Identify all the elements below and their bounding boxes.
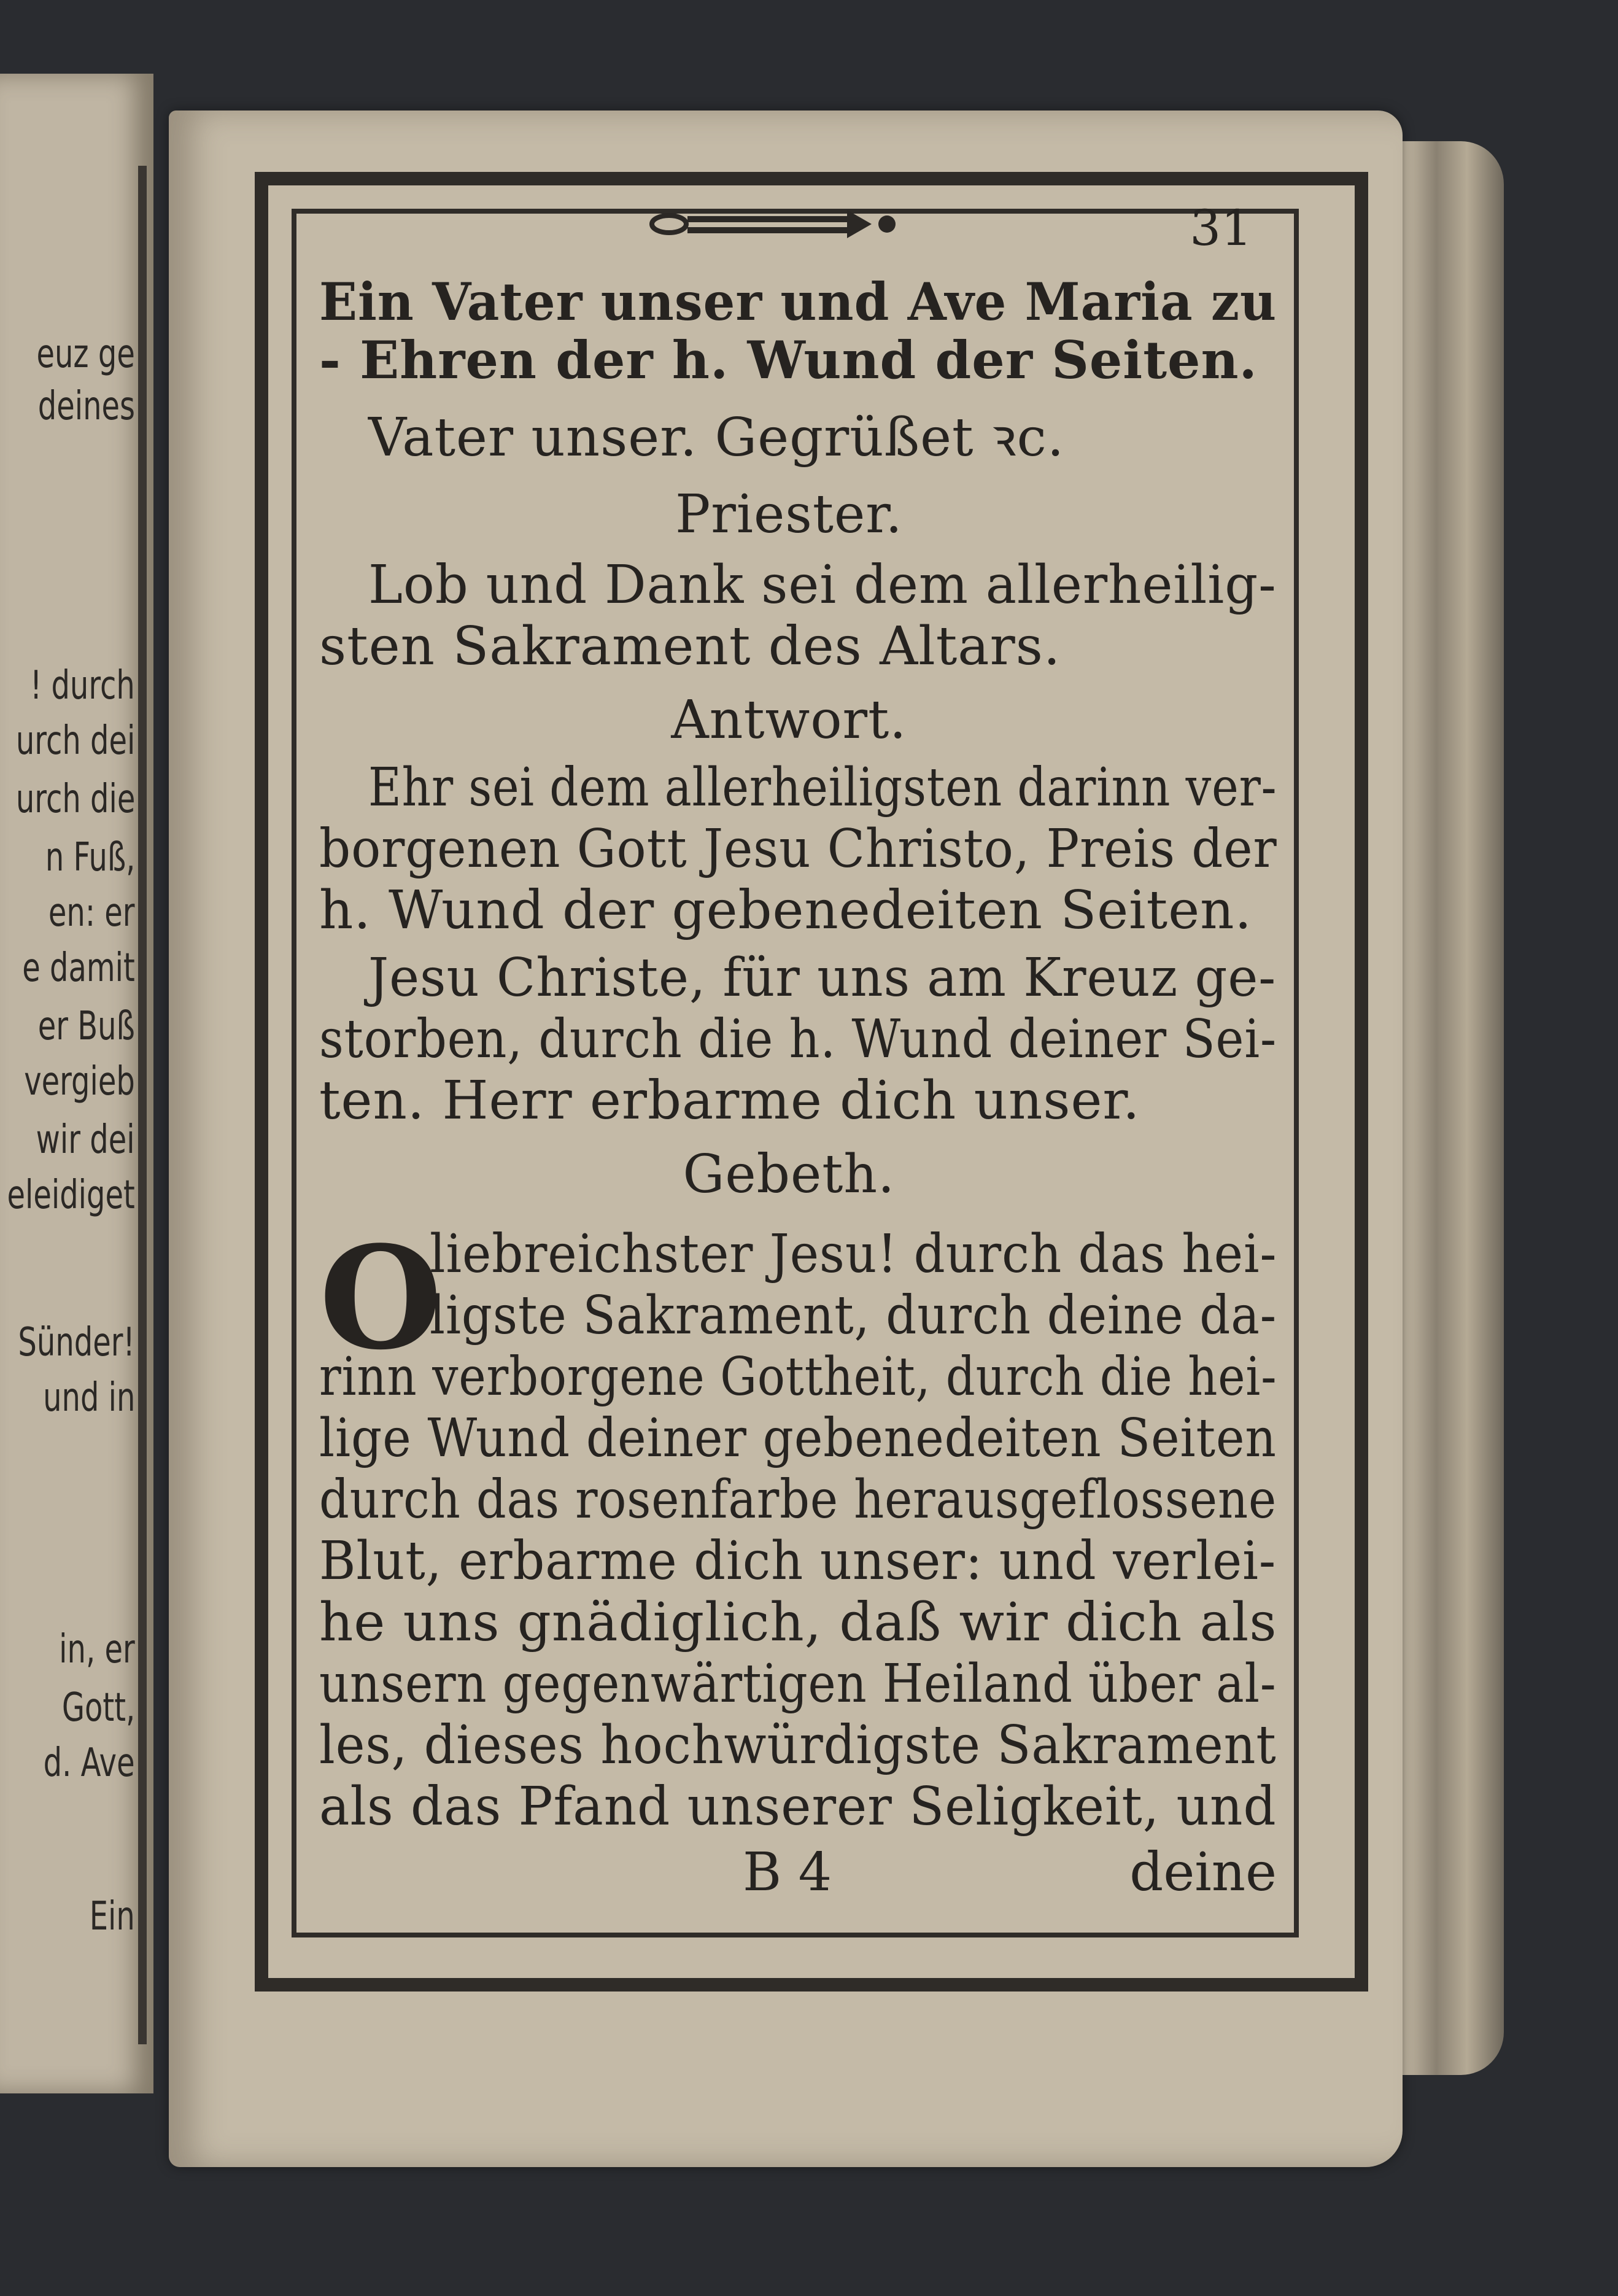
antwort-line: h. Wund der gebenedeiten Seiten.: [319, 880, 1252, 941]
left-page-line: n Fuß,: [45, 835, 135, 880]
left-page-line: Gott,: [61, 1685, 135, 1731]
left-page-line: urch dei: [15, 718, 135, 764]
left-page-line: vergieb: [24, 1059, 135, 1104]
antwort-line: Ehr sei dem allerheiligsten darinn ver-: [368, 757, 1277, 818]
left-page-line: d. Ave: [44, 1740, 135, 1786]
jesu-line: ten. Herr erbarme dich unser.: [319, 1070, 1140, 1131]
section-title-line: Ein Vater unser und Ave Maria zu: [319, 271, 1277, 332]
heading-gebeth: Gebeth.: [683, 1144, 896, 1205]
gebeth-line: les, dieses hochwürdigste Sakrament: [319, 1715, 1277, 1776]
left-page-line: e damit: [22, 945, 135, 991]
jesu-line: Jesu Christe, für uns am Kreuz ge-: [368, 947, 1277, 1009]
left-page-line: en: er: [48, 890, 135, 936]
gebeth-line: unsern gegenwärtigen Heiland über al-: [319, 1653, 1277, 1715]
priester-line: Lob und Dank sei dem allerheilig-: [368, 554, 1277, 616]
left-page-line: urch die: [15, 777, 135, 822]
gebeth-line: liebreichster Jesu! durch das hei-: [430, 1224, 1277, 1285]
drop-cap: O: [319, 1216, 443, 1381]
prayer-line-vater: Vater unser. Gegrüßet ꝛc.: [368, 407, 1065, 468]
catchword: deine: [1129, 1842, 1277, 1903]
left-page-line: Sünder!: [18, 1320, 135, 1365]
gebeth-line: durch das rosenfarbe herausgeflossene: [319, 1469, 1277, 1530]
gebeth-line: als das Pfand unserer Seligkeit, und: [319, 1776, 1277, 1837]
left-page-line: Ein: [89, 1894, 135, 1939]
signature-mark: B 4: [743, 1842, 832, 1903]
gebeth-line: rinn verborgene Gottheit, durch die hei-: [319, 1346, 1277, 1408]
left-page-line: wir dei: [36, 1117, 135, 1163]
page-number: 31: [1190, 200, 1252, 257]
heading-antwort: Antwort.: [671, 689, 907, 751]
heading-priester: Priester.: [675, 484, 903, 545]
priester-line: sten Sakrament des Altars.: [319, 616, 1061, 677]
left-page-line: eleidiget: [7, 1173, 135, 1218]
left-page: [0, 74, 153, 2093]
left-page-line: deines: [37, 384, 135, 429]
jesu-line: storben, durch die h. Wund deiner Sei-: [319, 1009, 1277, 1070]
antwort-line: borgenen Gott Jesu Christo, Preis der: [319, 818, 1277, 880]
gebeth-line: lige Wund deiner gebenedeiten Seiten: [319, 1408, 1277, 1469]
left-page-line: er Buß: [37, 1004, 135, 1049]
ornament-divider-icon: [644, 203, 902, 246]
left-page-line: euz ge: [36, 332, 135, 377]
section-title-line: - Ehren der h. Wund der Seiten.: [319, 330, 1258, 390]
right-page-content: [301, 196, 1289, 1915]
left-page-line: in, er: [59, 1627, 135, 1672]
gebeth-line: he uns gnädiglich, daß wir dich als: [319, 1592, 1277, 1653]
gebeth-line: ligste Sakrament, durch deine da-: [430, 1285, 1277, 1346]
gebeth-line: Blut, erbarme dich unser: und verlei-: [319, 1530, 1277, 1592]
left-page-line: ! durch: [30, 663, 135, 708]
left-page-line: und in: [42, 1375, 135, 1421]
